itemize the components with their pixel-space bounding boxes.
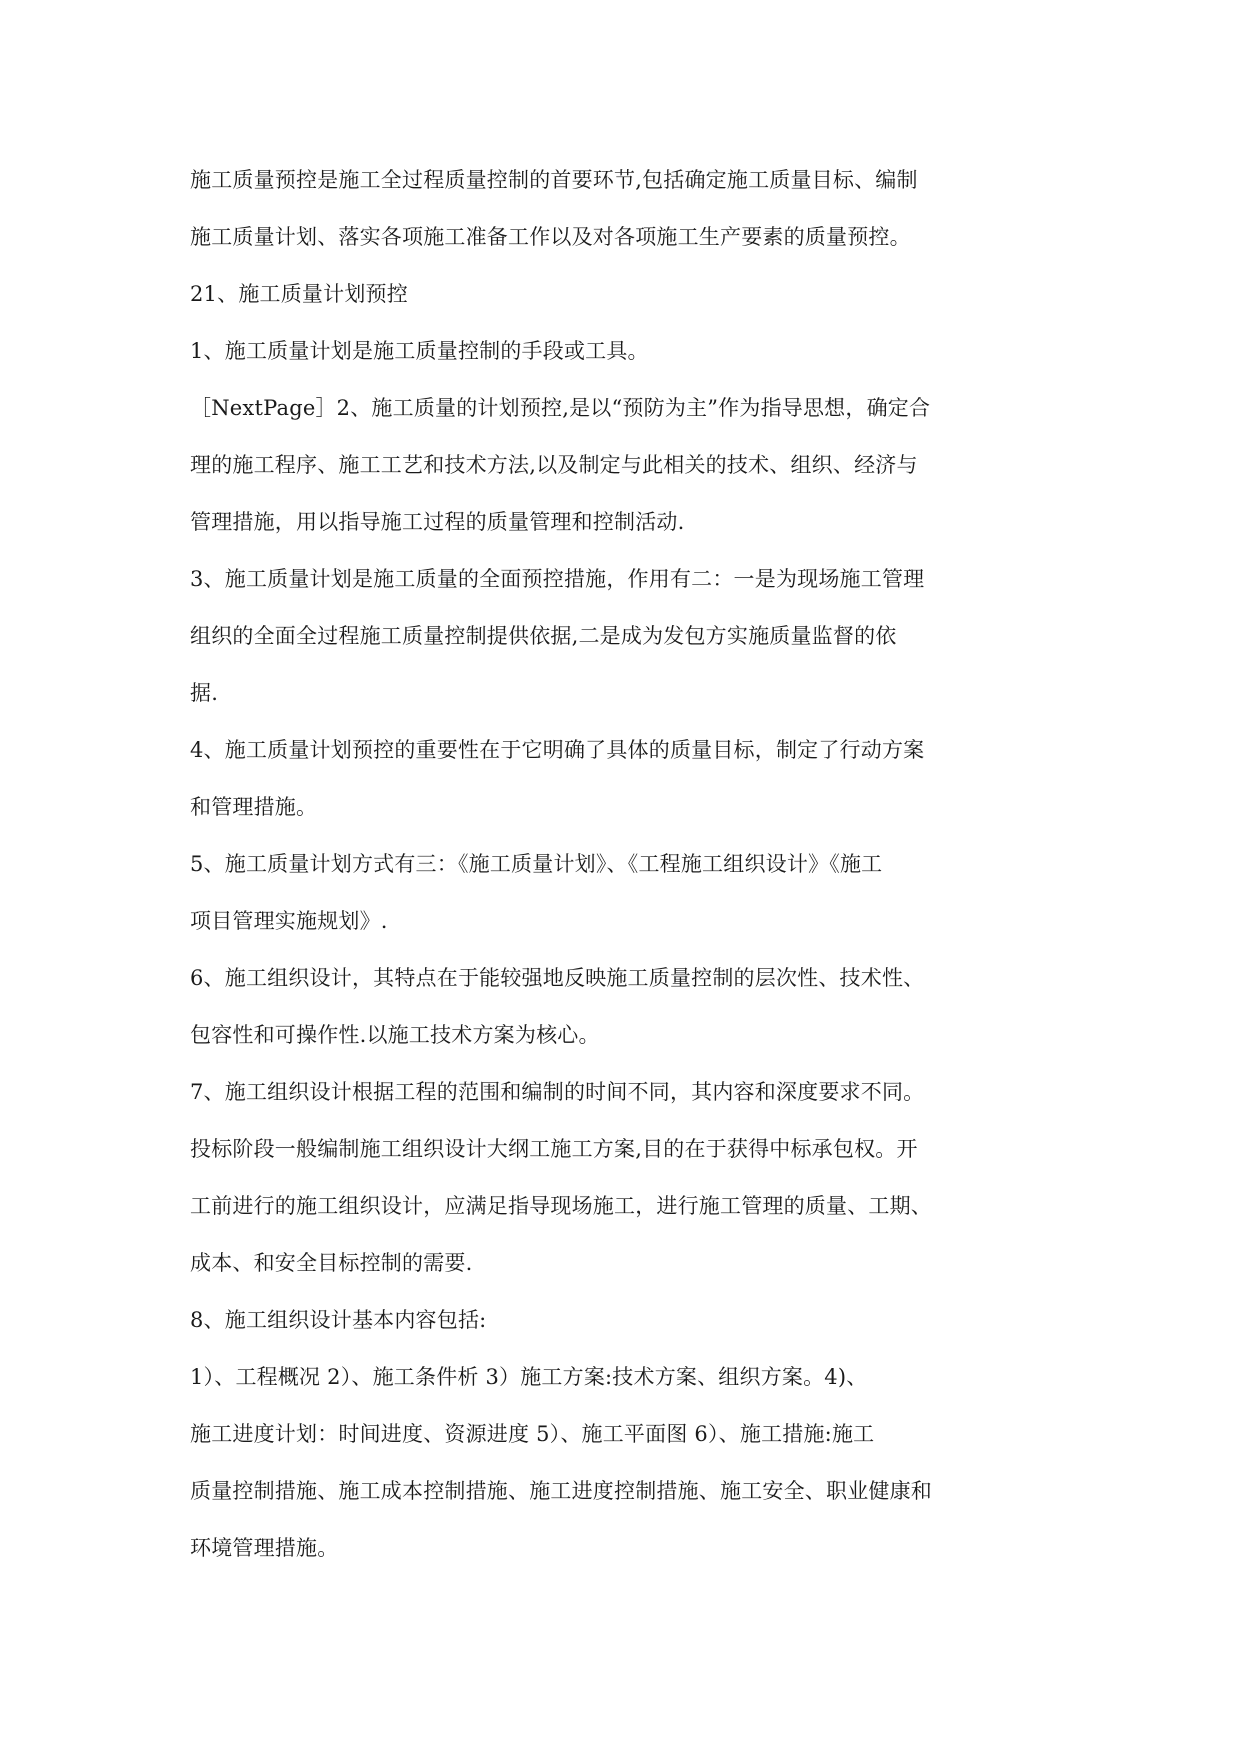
text-line: 1）、工程概况 2）、施工条件析 3）施工方案:技术方案、组织方案。4)、 bbox=[190, 1365, 868, 1389]
text-line: 成本、和安全目标控制的需要. bbox=[190, 1251, 473, 1275]
text-line: 4、施工质量计划预控的重要性在于它明确了具体的质量目标，制定了行动方案 bbox=[190, 738, 925, 762]
text-line: 3、施工质量计划是施工质量的全面预控措施，作用有二：一是为现场施工管理 bbox=[190, 567, 925, 591]
text-line: 环境管理措施。 bbox=[190, 1536, 339, 1560]
text-line: 质量控制措施、施工成本控制措施、施工进度控制措施、施工安全、职业健康和 bbox=[190, 1479, 932, 1503]
text-line: 和管理措施。 bbox=[190, 795, 318, 819]
section-heading: 21、施工质量计划预控 bbox=[190, 282, 408, 306]
text-line: 包容性和可操作性.以施工技术方案为核心。 bbox=[190, 1023, 600, 1047]
text-line: 1、施工质量计划是施工质量控制的手段或工具。 bbox=[190, 339, 649, 363]
text-line: 7、施工组织设计根据工程的范围和编制的时间不同，其内容和深度要求不同。 bbox=[190, 1080, 925, 1104]
text-line: 工前进行的施工组织设计，应满足指导现场施工，进行施工管理的质量、工期、 bbox=[190, 1194, 932, 1218]
text-line: 项目管理实施规划》. bbox=[190, 909, 388, 933]
text-line: ［NextPage］2、施工质量的计划预控,是以“预防为主”作为指导思想，确定合 bbox=[190, 396, 931, 420]
text-line: 施工质量计划、落实各项施工准备工作以及对各项施工生产要素的质量预控。 bbox=[190, 225, 911, 249]
text-line: 组织的全面全过程施工质量控制提供依据,二是成为发包方实施质量监督的依 bbox=[190, 624, 897, 648]
text-line: 6、施工组织设计，其特点在于能较强地反映施工质量控制的层次性、技术性、 bbox=[190, 966, 925, 990]
text-line: 施工进度计划：时间进度、资源进度 5）、施工平面图 6）、施工措施:施工 bbox=[190, 1422, 875, 1446]
text-line: 据. bbox=[190, 681, 219, 705]
text-line: 8、施工组织设计基本内容包括: bbox=[190, 1308, 487, 1332]
text-line: 施工质量预控是施工全过程质量控制的首要环节,包括确定施工质量目标、编制 bbox=[190, 168, 918, 192]
text-line: 管理措施，用以指导施工过程的质量管理和控制活动. bbox=[190, 510, 685, 534]
text-line: 投标阶段一般编制施工组织设计大纲工施工方案,目的在于获得中标承包权。开 bbox=[190, 1137, 918, 1161]
text-line: 理的施工程序、施工工艺和技术方法,以及制定与此相关的技术、组织、经济与 bbox=[190, 453, 918, 477]
document-body bbox=[190, 163, 990, 1588]
text-line: 5、施工质量计划方式有三：《施工质量计划》、《工程施工组织设计》《施工 bbox=[190, 852, 883, 876]
